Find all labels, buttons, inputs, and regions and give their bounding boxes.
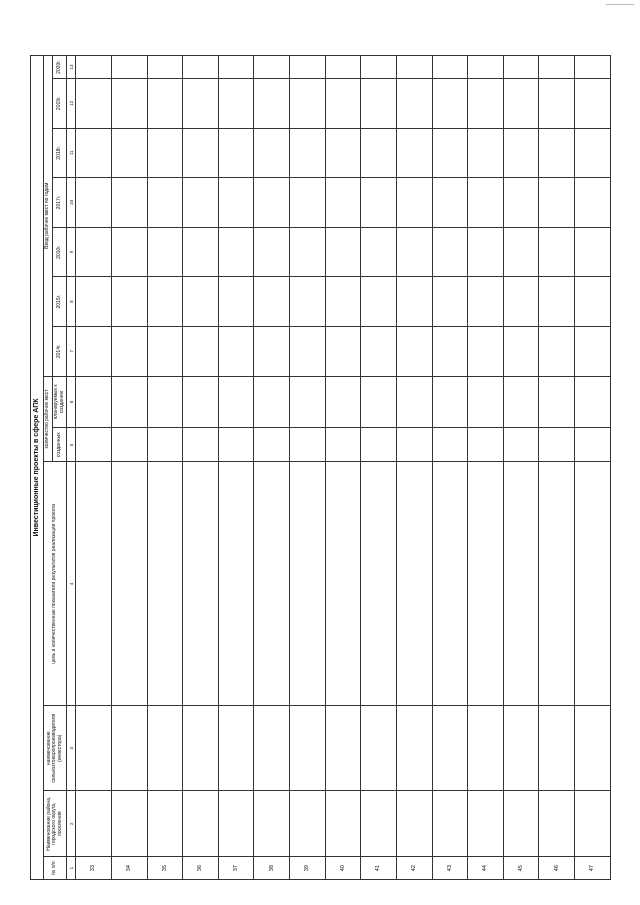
table-cell xyxy=(503,178,539,228)
table-cell xyxy=(183,462,219,706)
table-cell xyxy=(218,277,254,327)
table-cell xyxy=(76,78,112,128)
table-cell xyxy=(76,462,112,706)
table-cell xyxy=(503,56,539,79)
table-cell xyxy=(325,428,361,462)
table-cell xyxy=(575,376,611,428)
table-cell xyxy=(254,128,290,178)
table-cell xyxy=(361,178,397,228)
table-cell xyxy=(183,178,219,228)
row-number: 40 xyxy=(325,857,361,880)
corner-mark xyxy=(606,4,634,11)
table-cell xyxy=(539,376,575,428)
table-cell xyxy=(254,227,290,277)
row-number: 46 xyxy=(539,857,575,880)
table-cell xyxy=(432,277,468,327)
table-cell xyxy=(396,277,432,327)
column-number: 1 xyxy=(67,857,76,880)
table-cell xyxy=(503,428,539,462)
table-cell xyxy=(361,376,397,428)
header-intro-group: Ввод рабочих мест по годам xyxy=(44,56,53,377)
table-cell xyxy=(575,326,611,376)
row-number: 44 xyxy=(468,857,504,880)
table-row xyxy=(218,56,254,880)
table-cell xyxy=(396,78,432,128)
table-cell xyxy=(575,462,611,706)
table-cell xyxy=(539,706,575,791)
table-cell xyxy=(432,376,468,428)
column-number: 13 xyxy=(67,56,76,79)
table-cell xyxy=(254,462,290,706)
header-planned: планируемых к созданию xyxy=(52,376,67,428)
table-cell xyxy=(503,326,539,376)
table-cell xyxy=(575,791,611,857)
table-cell xyxy=(396,791,432,857)
table-cell xyxy=(361,706,397,791)
table-cell xyxy=(111,791,147,857)
table-cell xyxy=(503,791,539,857)
column-number: 2 xyxy=(67,791,76,857)
header-created: созданных xyxy=(52,428,67,462)
table-cell xyxy=(76,277,112,327)
table-cell xyxy=(396,326,432,376)
table-cell xyxy=(396,178,432,228)
table-cell xyxy=(183,326,219,376)
table-cell xyxy=(218,326,254,376)
table-row xyxy=(290,56,326,880)
row-number: 35 xyxy=(147,857,183,880)
table-cell xyxy=(254,326,290,376)
table-cell xyxy=(575,227,611,277)
table-cell xyxy=(147,128,183,178)
header-year: 2016г. xyxy=(52,227,67,277)
table-row xyxy=(147,56,183,880)
table-cell xyxy=(432,178,468,228)
column-number: 3 xyxy=(67,706,76,791)
table-cell xyxy=(503,706,539,791)
table-cell xyxy=(218,178,254,228)
table-cell xyxy=(432,227,468,277)
table-cell xyxy=(361,791,397,857)
table-cell xyxy=(111,78,147,128)
table-cell xyxy=(290,178,326,228)
header-investor: наименование сельхозтоваропроизводителя (инвестора) xyxy=(44,706,67,791)
table-cell xyxy=(325,178,361,228)
table-cell xyxy=(396,56,432,79)
table-cell xyxy=(361,78,397,128)
table-cell xyxy=(218,791,254,857)
table-cell xyxy=(76,326,112,376)
table-cell xyxy=(575,178,611,228)
investment-projects-table xyxy=(30,55,611,880)
table-cell xyxy=(503,78,539,128)
table-cell xyxy=(432,78,468,128)
table-cell xyxy=(290,78,326,128)
table-cell xyxy=(361,326,397,376)
header-year: 2015г. xyxy=(52,277,67,327)
table-cell xyxy=(325,78,361,128)
table-cell xyxy=(432,462,468,706)
row-number: 42 xyxy=(396,857,432,880)
table-cell xyxy=(325,326,361,376)
table-cell xyxy=(183,791,219,857)
table-cell xyxy=(503,277,539,327)
table-cell xyxy=(361,462,397,706)
table-cell xyxy=(396,706,432,791)
table-cell xyxy=(468,326,504,376)
table-cell xyxy=(290,376,326,428)
row-number: 38 xyxy=(254,857,290,880)
table-row xyxy=(432,56,468,880)
table-row xyxy=(575,56,611,880)
table-cell xyxy=(539,78,575,128)
table-cell xyxy=(432,706,468,791)
table-row xyxy=(361,56,397,880)
header-year: 2018г. xyxy=(52,128,67,178)
table-cell xyxy=(575,78,611,128)
table-cell xyxy=(254,791,290,857)
table-cell xyxy=(503,128,539,178)
header-year: 2014г. xyxy=(52,326,67,376)
row-number: 33 xyxy=(76,857,112,880)
row-number: 37 xyxy=(218,857,254,880)
table-cell xyxy=(325,56,361,79)
table-cell xyxy=(539,277,575,327)
table-cell xyxy=(539,791,575,857)
table-row xyxy=(254,56,290,880)
table-cell xyxy=(147,791,183,857)
table-cell xyxy=(76,178,112,228)
table-cell xyxy=(468,78,504,128)
table-cell xyxy=(468,56,504,79)
table-cell xyxy=(76,428,112,462)
table-cell xyxy=(254,78,290,128)
table-cell xyxy=(147,56,183,79)
table-cell xyxy=(111,56,147,79)
row-number: 45 xyxy=(503,857,539,880)
table-cell xyxy=(468,428,504,462)
table-cell xyxy=(468,376,504,428)
table-cell xyxy=(76,376,112,428)
table-cell xyxy=(218,376,254,428)
header-year: 2019г. xyxy=(52,78,67,128)
row-number: 39 xyxy=(290,857,326,880)
table-cell xyxy=(432,326,468,376)
table-cell xyxy=(539,428,575,462)
table-cell xyxy=(432,428,468,462)
table-cell xyxy=(503,376,539,428)
column-number: 10 xyxy=(67,178,76,228)
table-cell xyxy=(396,128,432,178)
table-cell xyxy=(575,428,611,462)
table-cell xyxy=(539,56,575,79)
table-cell xyxy=(325,227,361,277)
column-number: 9 xyxy=(67,227,76,277)
table-row xyxy=(325,56,361,880)
table-cell xyxy=(396,428,432,462)
rotated-table-wrapper xyxy=(30,55,605,880)
table-cell xyxy=(325,706,361,791)
row-number: 43 xyxy=(432,857,468,880)
table-cell xyxy=(539,128,575,178)
column-number: 12 xyxy=(67,78,76,128)
table-cell xyxy=(254,277,290,327)
table-cell xyxy=(361,277,397,327)
table-cell xyxy=(290,791,326,857)
table-cell xyxy=(432,791,468,857)
table-cell xyxy=(183,376,219,428)
table-cell xyxy=(325,277,361,327)
table-cell xyxy=(290,128,326,178)
table-cell xyxy=(111,706,147,791)
header-year: 2017г. xyxy=(52,178,67,228)
table-row xyxy=(503,56,539,880)
table-cell xyxy=(290,428,326,462)
table-cell xyxy=(183,128,219,178)
row-number: 36 xyxy=(183,857,219,880)
table-cell xyxy=(254,428,290,462)
table-cell xyxy=(147,178,183,228)
table-cell xyxy=(218,462,254,706)
table-row xyxy=(539,56,575,880)
table-row xyxy=(111,56,147,880)
row-number: 41 xyxy=(361,857,397,880)
table-row xyxy=(76,56,112,880)
table-cell xyxy=(183,706,219,791)
table-cell xyxy=(539,462,575,706)
table-cell xyxy=(218,128,254,178)
table-cell xyxy=(503,462,539,706)
table-cell xyxy=(111,178,147,228)
table-cell xyxy=(218,78,254,128)
table-title: Инвестиционные проекты в сфере АПК xyxy=(31,56,44,880)
column-number: 6 xyxy=(67,376,76,428)
header-district: Наименование района, городского округа, поселения xyxy=(44,791,67,857)
table-cell xyxy=(503,227,539,277)
table-cell xyxy=(76,227,112,277)
table-cell xyxy=(183,277,219,327)
table-cell xyxy=(218,56,254,79)
table-body xyxy=(76,56,611,880)
table-cell xyxy=(76,56,112,79)
table-cell xyxy=(147,428,183,462)
table-cell xyxy=(396,376,432,428)
table-cell xyxy=(575,128,611,178)
table-row xyxy=(183,56,219,880)
table-cell xyxy=(183,428,219,462)
table-cell xyxy=(290,56,326,79)
table-cell xyxy=(468,791,504,857)
table-cell xyxy=(575,277,611,327)
table-cell xyxy=(76,706,112,791)
table-cell xyxy=(111,462,147,706)
table-cell xyxy=(76,791,112,857)
table-cell xyxy=(254,706,290,791)
table-cell xyxy=(396,227,432,277)
table-cell xyxy=(147,706,183,791)
table-cell xyxy=(539,227,575,277)
row-number: 34 xyxy=(111,857,147,880)
column-number: 11 xyxy=(67,128,76,178)
header-nn: № п/п xyxy=(44,857,67,880)
table-cell xyxy=(183,56,219,79)
table-cell xyxy=(76,128,112,178)
table-cell xyxy=(468,706,504,791)
table-cell xyxy=(361,56,397,79)
table-cell xyxy=(290,277,326,327)
table-cell xyxy=(147,78,183,128)
table-cell xyxy=(361,128,397,178)
table-cell xyxy=(147,326,183,376)
table-cell xyxy=(468,178,504,228)
table-cell xyxy=(325,128,361,178)
table-cell xyxy=(218,706,254,791)
table-row xyxy=(468,56,504,880)
table-cell xyxy=(290,227,326,277)
table-cell xyxy=(111,376,147,428)
table-cell xyxy=(147,227,183,277)
table-cell xyxy=(290,326,326,376)
table-cell xyxy=(575,706,611,791)
table-cell xyxy=(111,428,147,462)
table-cell xyxy=(147,376,183,428)
header-jobs-group: количество рабочих мест xyxy=(44,376,53,462)
table-cell xyxy=(290,462,326,706)
table-cell xyxy=(575,56,611,79)
table-cell xyxy=(218,227,254,277)
table-cell xyxy=(254,178,290,228)
table-cell xyxy=(468,227,504,277)
table-cell xyxy=(147,277,183,327)
table-cell xyxy=(254,376,290,428)
table-cell xyxy=(325,376,361,428)
table-cell xyxy=(254,56,290,79)
column-number: 5 xyxy=(67,428,76,462)
table-cell xyxy=(539,326,575,376)
table-cell xyxy=(111,277,147,327)
table-cell xyxy=(183,78,219,128)
table-cell xyxy=(432,56,468,79)
table-cell xyxy=(432,128,468,178)
table-cell xyxy=(361,227,397,277)
table-cell xyxy=(183,227,219,277)
table-cell xyxy=(147,462,183,706)
header-year: 2020г. xyxy=(52,56,67,79)
table-cell xyxy=(111,227,147,277)
table-cell xyxy=(218,428,254,462)
column-number: 4 xyxy=(67,462,76,706)
table-row xyxy=(396,56,432,880)
table-cell xyxy=(361,428,397,462)
table-cell xyxy=(468,277,504,327)
table-cell xyxy=(325,462,361,706)
table-cell xyxy=(325,791,361,857)
table-cell xyxy=(468,128,504,178)
table-cell xyxy=(468,462,504,706)
column-number: 8 xyxy=(67,277,76,327)
table-cell xyxy=(539,178,575,228)
column-number: 7 xyxy=(67,326,76,376)
header-goal: цель и количественные показатели результатов реализации проекта xyxy=(44,462,67,706)
row-number: 47 xyxy=(575,857,611,880)
table-cell xyxy=(111,128,147,178)
table-cell xyxy=(290,706,326,791)
table-cell xyxy=(111,326,147,376)
table-cell xyxy=(396,462,432,706)
